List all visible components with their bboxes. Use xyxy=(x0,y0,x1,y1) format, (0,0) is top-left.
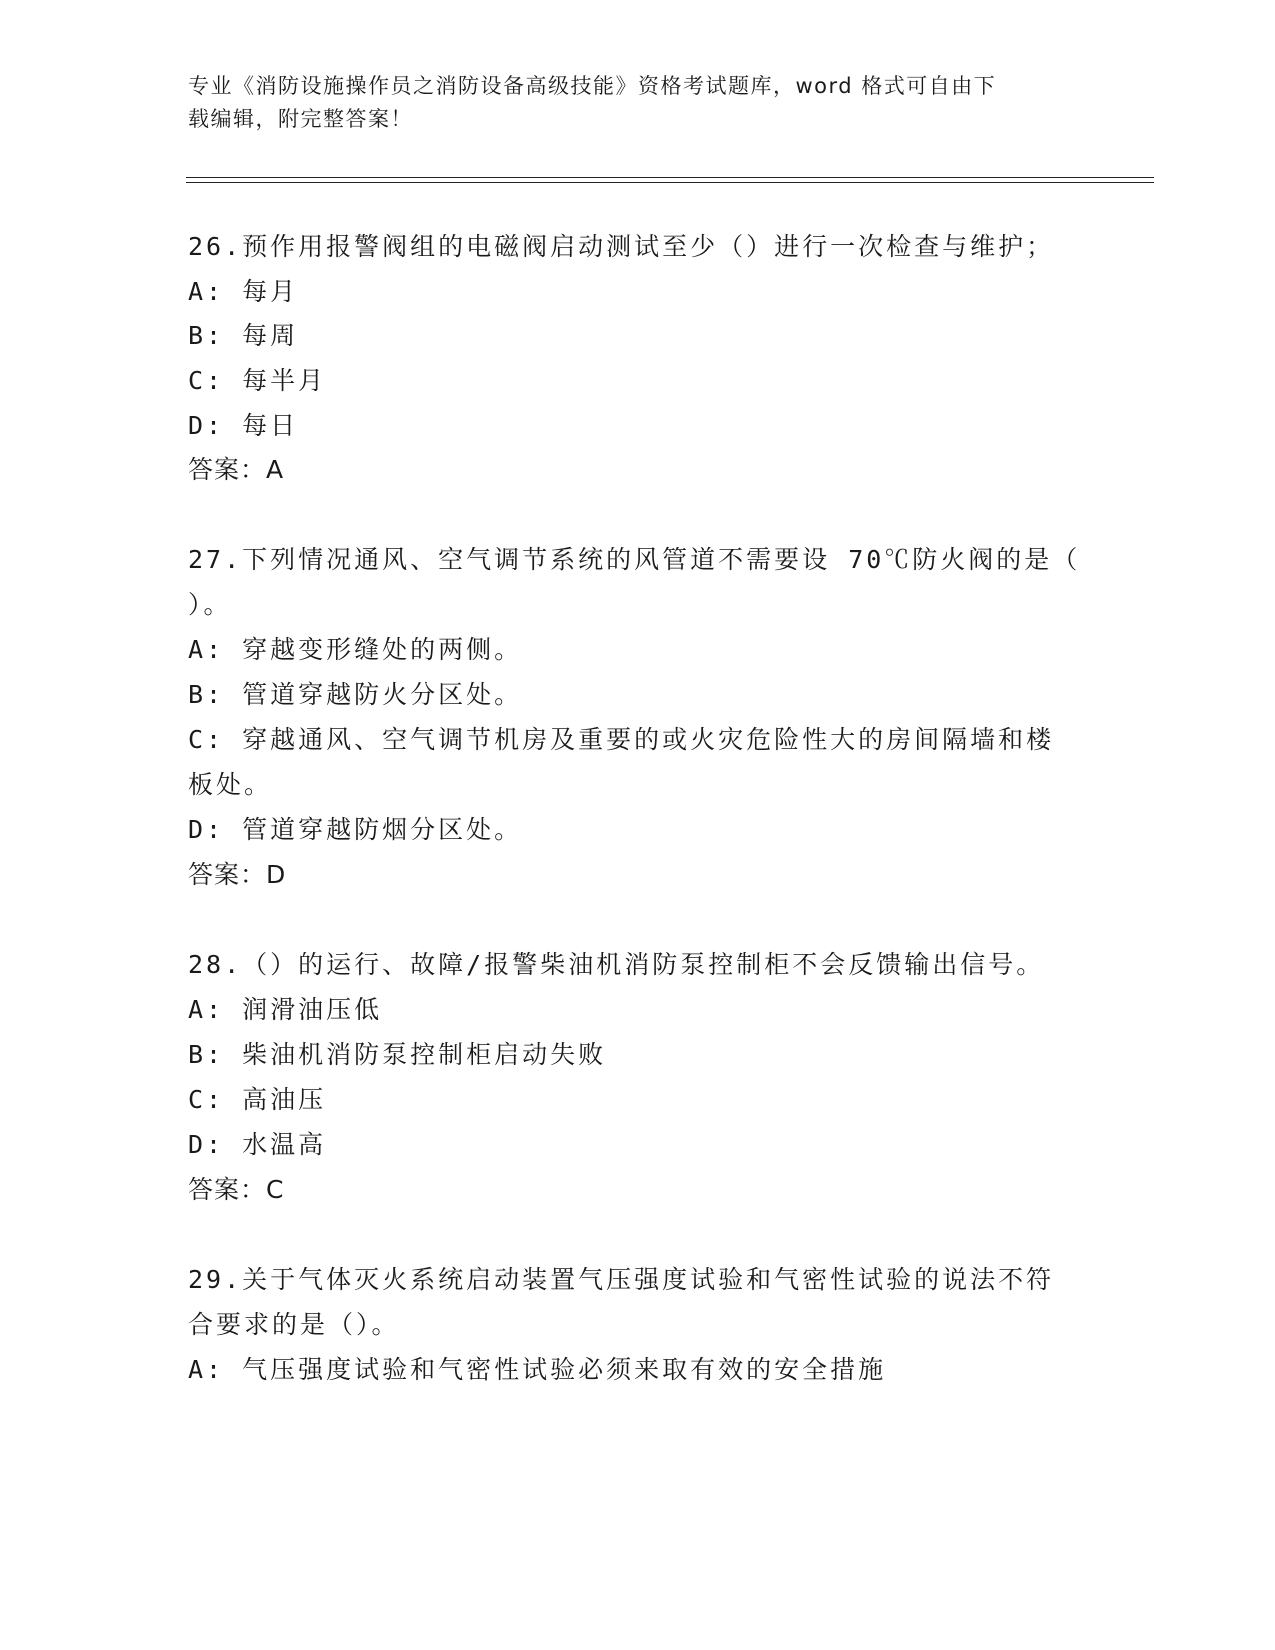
question-29-option-a: A: 气压强度试验和气密性试验必须来取有效的安全措施 xyxy=(188,1355,887,1384)
question-27-option-b: B: 管道穿越防火分区处。 xyxy=(188,680,523,709)
question-26-option-b: B: 每周 xyxy=(188,321,299,350)
question-27-option-c-line-1: C: 穿越通风、空气调节机房及重要的或火灾危险性大的房间隔墙和楼 xyxy=(188,725,1055,754)
question-28-option-b: B: 柴油机消防泵控制柜启动失败 xyxy=(188,1040,607,1069)
question-26-option-d: D: 每日 xyxy=(188,411,299,440)
header-line-1: 专业《消防设施操作员之消防设备高级技能》资格考试题库，word 格式可自由下 xyxy=(188,74,997,98)
question-26-option-a: A: 每月 xyxy=(188,277,299,306)
question-27-answer: 答案：D xyxy=(188,860,287,889)
question-29-stem-line-1: 29.关于气体灭火系统启动装置气压强度试验和气密性试验的说法不符 xyxy=(188,1265,1055,1294)
question-28-option-c: C: 高油压 xyxy=(188,1085,327,1114)
question-27-option-d: D: 管道穿越防烟分区处。 xyxy=(188,815,523,844)
question-27-stem-line-2: ）。 xyxy=(188,590,232,619)
question-27-option-a: A: 穿越变形缝处的两侧。 xyxy=(188,635,523,664)
question-26-answer: 答案：A xyxy=(188,455,285,484)
question-28-stem: 28.（）的运行、故障/报警柴油机消防泵控制柜不会反馈输出信号。 xyxy=(188,950,1045,979)
question-27-option-c-line-2: 板处。 xyxy=(188,770,273,799)
document-header xyxy=(188,70,1078,136)
question-29-stem-line-2: 合要求的是（）。 xyxy=(188,1310,400,1339)
question-26-option-c: C: 每半月 xyxy=(188,366,327,395)
header-line-2: 载编辑，附完整答案！ xyxy=(188,107,413,131)
question-28-option-d: D: 水温高 xyxy=(188,1130,327,1159)
question-28-answer: 答案：C xyxy=(188,1175,285,1204)
question-28-option-a: A: 润滑油压低 xyxy=(188,995,383,1024)
question-27-stem-line-1: 27.下列情况通风、空气调节系统的风管道不需要设 70℃防火阀的是（ xyxy=(188,545,1081,574)
header-divider-top xyxy=(186,177,1154,178)
question-26-stem: 26.预作用报警阀组的电磁阀启动测试至少（）进行一次检查与维护； xyxy=(188,232,1055,261)
header-divider-bottom xyxy=(186,182,1154,183)
